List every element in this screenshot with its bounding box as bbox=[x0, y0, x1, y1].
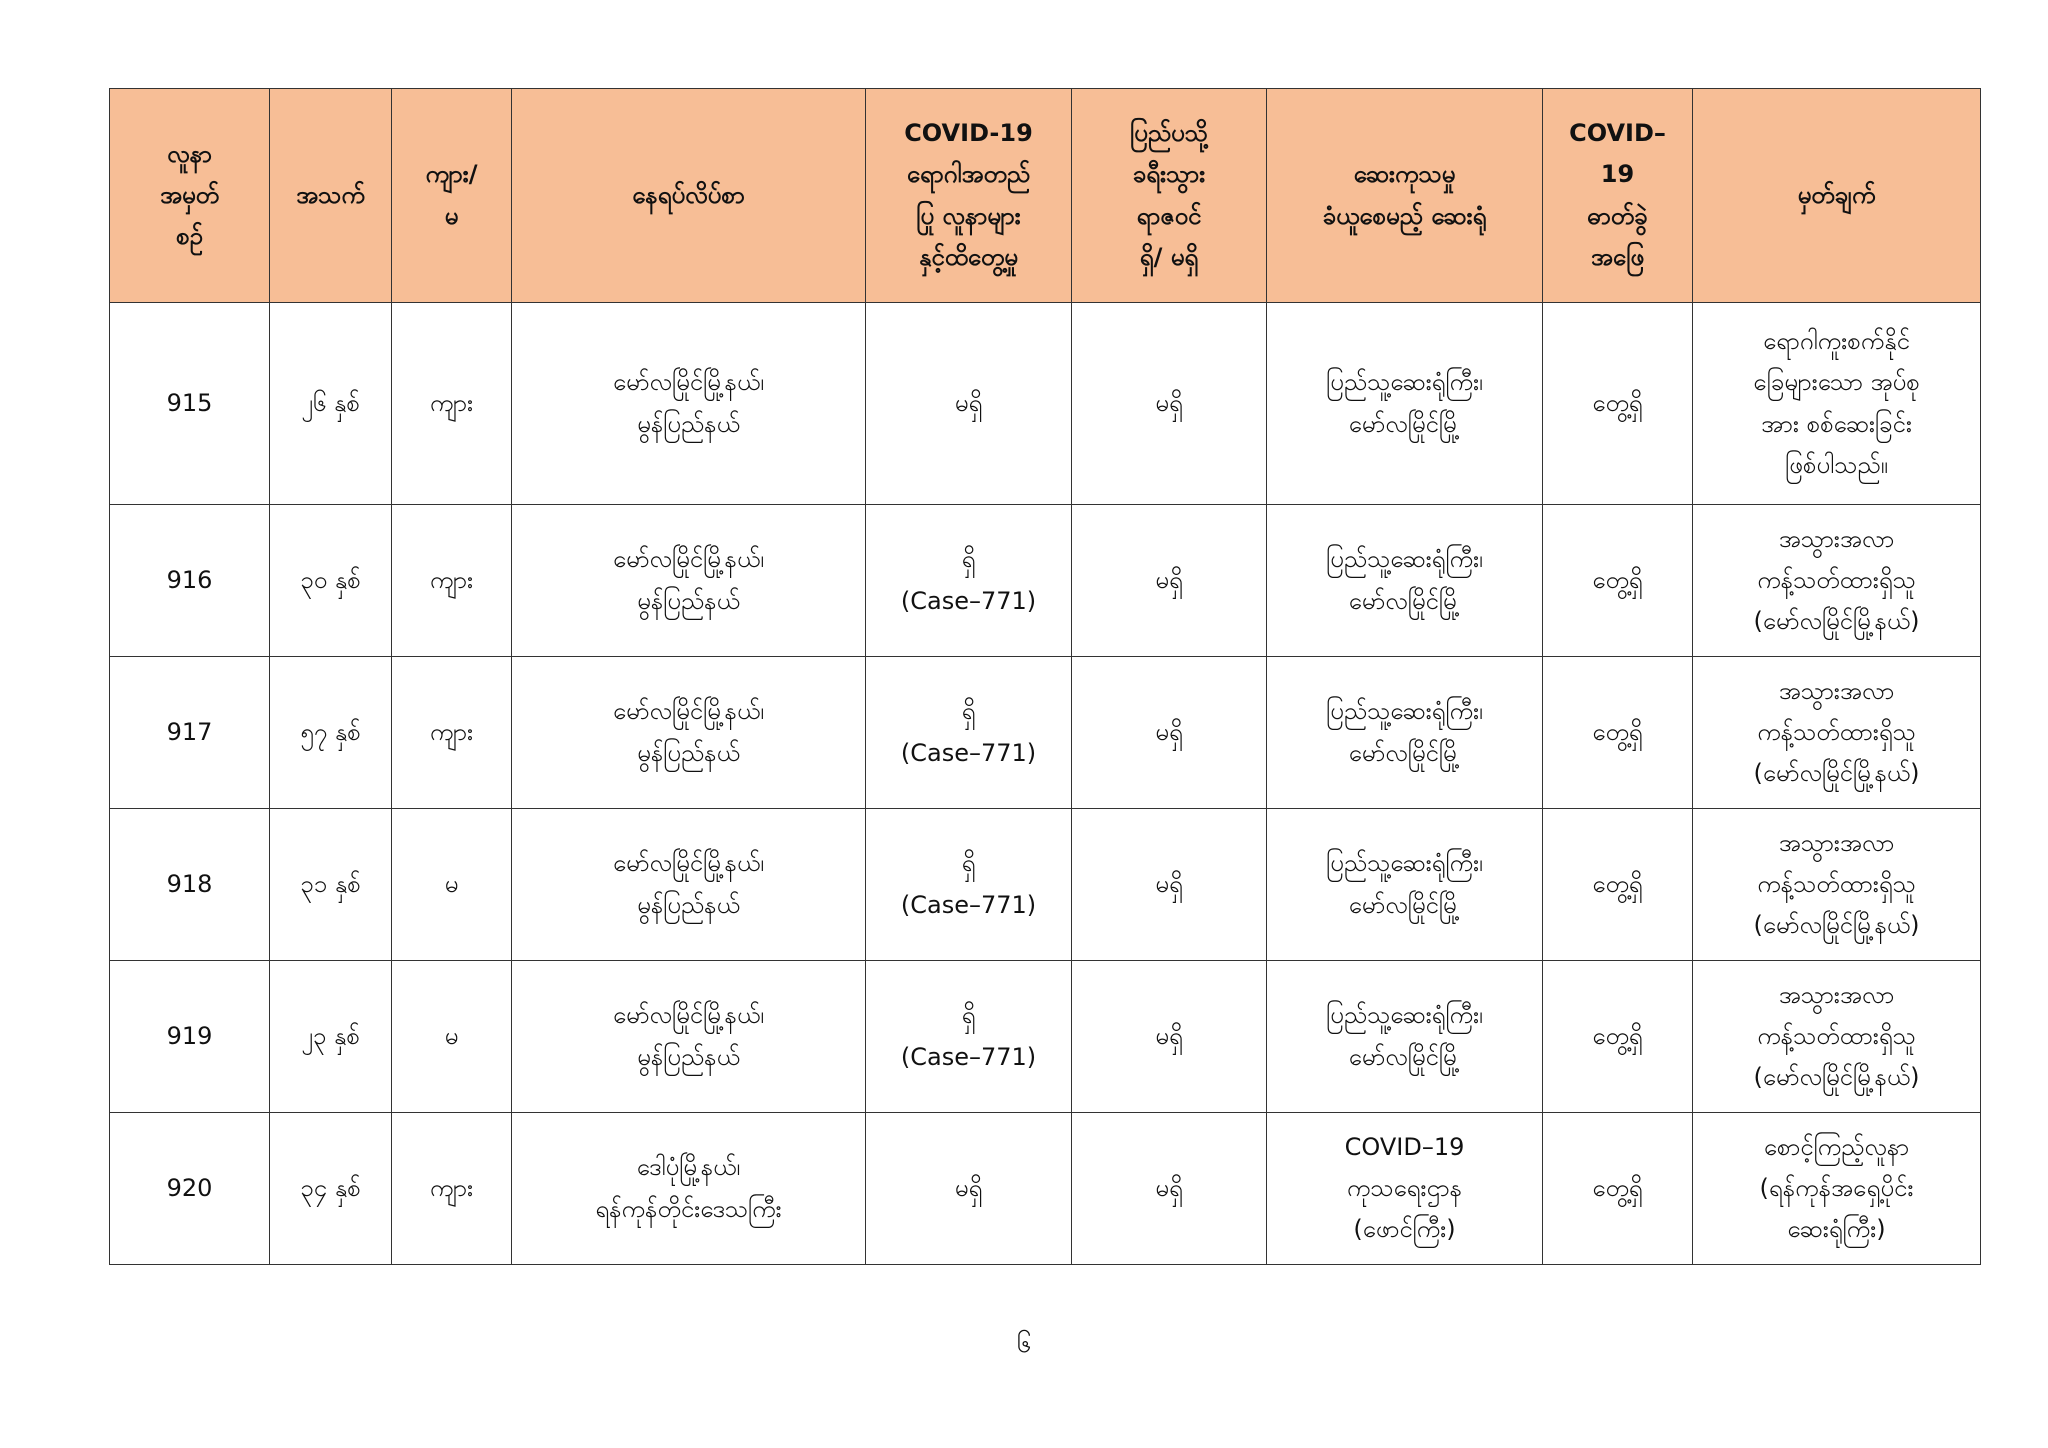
travel-cell bbox=[1072, 505, 1267, 657]
header-line: ရှိ/ မရှိ bbox=[1139, 242, 1199, 271]
cell-line: မရှိ bbox=[1155, 717, 1183, 746]
cell-line: ဒေါပုံမြို့နယ်၊ bbox=[636, 1153, 741, 1182]
header-age bbox=[270, 89, 392, 303]
header-remarks bbox=[1693, 89, 1981, 303]
cell-line: ၅၇ နှစ် bbox=[300, 717, 361, 746]
cell-line: မော်လမြိုင်မြို့နယ်၊ bbox=[612, 697, 765, 726]
age-cell bbox=[270, 1113, 392, 1265]
header-line: စဉ် bbox=[176, 222, 203, 251]
cell-line: 920 bbox=[166, 1173, 213, 1202]
cell-line: ကျား bbox=[429, 717, 474, 746]
table-row bbox=[110, 809, 1981, 961]
address-cell bbox=[512, 303, 866, 505]
header-line: နှင့်ထိတွေ့မှု bbox=[918, 242, 1019, 271]
age-cell bbox=[270, 505, 392, 657]
cell-line: (Case–771) bbox=[900, 1042, 1037, 1071]
sex-cell bbox=[392, 1113, 512, 1265]
patient-number-cell bbox=[110, 1113, 270, 1265]
cell-line: COVID–19 bbox=[1344, 1132, 1465, 1161]
header-line: အဖြေ bbox=[1590, 242, 1645, 271]
cell-line: မော်လမြိုင်မြို့နယ်၊ bbox=[612, 849, 765, 878]
hospital-cell bbox=[1267, 303, 1543, 505]
cell-line: ကန့်သတ်ထားရှိသူ bbox=[1757, 717, 1916, 746]
cell-line: တွေ့ရှိ bbox=[1592, 388, 1643, 417]
cell-line: မော်လမြိုင်မြို့ bbox=[1348, 890, 1461, 919]
header-lab-result bbox=[1543, 89, 1693, 303]
remarks-cell bbox=[1693, 657, 1981, 809]
header-treatment-hospital bbox=[1267, 89, 1543, 303]
contact-cell bbox=[866, 961, 1072, 1113]
patient-number-cell bbox=[110, 657, 270, 809]
header-line: COVID– bbox=[1569, 118, 1666, 147]
header-line: မှတ်ချက် bbox=[1797, 180, 1876, 209]
contact-cell bbox=[866, 505, 1072, 657]
cell-line: မွန်ပြည်နယ် bbox=[637, 738, 740, 767]
header-line: ခံယူစေမည့် ဆေးရုံ bbox=[1322, 201, 1487, 230]
header-line: ဓာတ်ခွဲ bbox=[1587, 201, 1648, 230]
cell-line: (မော်လမြိုင်မြို့နယ်) bbox=[1753, 607, 1920, 636]
header-line: COVID-19 bbox=[904, 118, 1033, 147]
lab-result-cell bbox=[1543, 961, 1693, 1113]
cell-line: မော်လမြိုင်မြို့နယ်၊ bbox=[612, 1001, 765, 1030]
lab-result-cell bbox=[1543, 1113, 1693, 1265]
cell-line: မရှိ bbox=[954, 1173, 983, 1202]
contact-cell bbox=[866, 657, 1072, 809]
hospital-cell bbox=[1267, 809, 1543, 961]
table-row bbox=[110, 1113, 1981, 1265]
lab-result-cell bbox=[1543, 657, 1693, 809]
cell-line: အသွားအလာ bbox=[1778, 828, 1895, 857]
covid-case-table bbox=[109, 88, 1981, 1265]
header-line: မ bbox=[444, 201, 459, 230]
cell-line: ပြည်သူ့ဆေးရုံကြီး၊ bbox=[1326, 368, 1483, 397]
header-line: 19 bbox=[1600, 160, 1635, 189]
cell-line: မော်လမြိုင်မြို့ bbox=[1348, 738, 1461, 767]
sex-cell bbox=[392, 961, 512, 1113]
sex-cell bbox=[392, 809, 512, 961]
age-cell bbox=[270, 657, 392, 809]
cell-line: မ bbox=[444, 869, 459, 898]
remarks-cell bbox=[1693, 303, 1981, 505]
cell-line: တွေ့ရှိ bbox=[1592, 1021, 1643, 1050]
table-row bbox=[110, 961, 1981, 1113]
cell-line: ရန်ကုန်တိုင်းဒေသကြီး bbox=[595, 1194, 782, 1223]
cell-line: တွေ့ရှိ bbox=[1592, 1173, 1643, 1202]
hospital-cell bbox=[1267, 961, 1543, 1113]
cell-line: ကျား bbox=[429, 565, 474, 594]
patient-number-cell bbox=[110, 809, 270, 961]
cell-line: ၂၃ နှစ် bbox=[301, 1021, 360, 1050]
cell-line: မွန်ပြည်နယ် bbox=[637, 1042, 740, 1071]
header-contact-with-confirmed bbox=[866, 89, 1072, 303]
hospital-cell bbox=[1267, 657, 1543, 809]
cell-line: မ bbox=[444, 1021, 459, 1050]
cell-line: (မော်လမြိုင်မြို့နယ်) bbox=[1753, 911, 1920, 940]
sex-cell bbox=[392, 303, 512, 505]
cell-line: မော်လမြိုင်မြို့နယ်၊ bbox=[612, 368, 765, 397]
patient-number-cell bbox=[110, 961, 270, 1113]
header-line: ခရီးသွား bbox=[1132, 160, 1206, 189]
travel-cell bbox=[1072, 961, 1267, 1113]
cell-line: (Case–771) bbox=[900, 586, 1037, 615]
cell-line: အသွားအလာ bbox=[1778, 980, 1895, 1009]
cell-line: မရှိ bbox=[1155, 1173, 1183, 1202]
header-line: လူနာ bbox=[167, 139, 212, 168]
cell-line: တွေ့ရှိ bbox=[1592, 717, 1643, 746]
header-line: ဆေးကုသမှု bbox=[1353, 160, 1456, 189]
age-cell bbox=[270, 809, 392, 961]
table-row bbox=[110, 505, 1981, 657]
header-travel-history bbox=[1072, 89, 1267, 303]
hospital-cell bbox=[1267, 505, 1543, 657]
cell-line: ဆေးရုံကြီး) bbox=[1787, 1215, 1886, 1244]
cell-line: ၃၁ နှစ် bbox=[300, 869, 361, 898]
header-line: ရာဇဝင် bbox=[1136, 201, 1202, 230]
table-body bbox=[110, 303, 1981, 1265]
cell-line: ရှိ bbox=[961, 545, 976, 574]
table-row bbox=[110, 303, 1981, 505]
travel-cell bbox=[1072, 1113, 1267, 1265]
page-number: ၆ bbox=[1016, 1329, 1032, 1359]
travel-cell bbox=[1072, 657, 1267, 809]
cell-line: ရှိ bbox=[961, 697, 976, 726]
cell-line: မော်လမြိုင်မြို့ bbox=[1348, 409, 1461, 438]
cell-line: 918 bbox=[166, 869, 213, 898]
cell-line: မော်လမြိုင်မြို့ bbox=[1348, 586, 1461, 615]
cell-line: ပြည်သူ့ဆေးရုံကြီး၊ bbox=[1326, 849, 1483, 878]
cell-line: ကန့်သတ်ထားရှိသူ bbox=[1757, 565, 1916, 594]
cell-line: (မော်လမြိုင်မြို့နယ်) bbox=[1753, 759, 1920, 788]
header-line: ကျား/ bbox=[425, 160, 478, 189]
cell-line: မရှိ bbox=[954, 388, 983, 417]
address-cell bbox=[512, 505, 866, 657]
cell-line: ရှိ bbox=[961, 1001, 976, 1030]
cell-line: 919 bbox=[166, 1021, 213, 1050]
cell-line: ကန့်သတ်ထားရှိသူ bbox=[1757, 1021, 1916, 1050]
age-cell bbox=[270, 303, 392, 505]
cell-line: မွန်ပြည်နယ် bbox=[637, 586, 740, 615]
header-row bbox=[110, 89, 1981, 303]
address-cell bbox=[512, 1113, 866, 1265]
cell-line: ကုသရေးဌာန bbox=[1346, 1173, 1463, 1202]
cell-line: (ဖောင်ကြီး) bbox=[1353, 1215, 1456, 1244]
cell-line: ကန့်သတ်ထားရှိသူ bbox=[1757, 869, 1916, 898]
contact-cell bbox=[866, 303, 1072, 505]
cell-line: (Case–771) bbox=[900, 890, 1037, 919]
cell-line: မော်လမြိုင်မြို့ bbox=[1348, 1042, 1461, 1071]
header-line: အမှတ် bbox=[159, 180, 220, 209]
remarks-cell bbox=[1693, 1113, 1981, 1265]
cell-line: မွန်ပြည်နယ် bbox=[637, 890, 740, 919]
contact-cell bbox=[866, 1113, 1072, 1265]
cell-line: ပြည်သူ့ဆေးရုံကြီး၊ bbox=[1326, 697, 1483, 726]
cell-line: ပြည်သူ့ဆေးရုံကြီး၊ bbox=[1326, 1001, 1483, 1030]
cell-line: အသွားအလာ bbox=[1778, 676, 1895, 705]
cell-line: တွေ့ရှိ bbox=[1592, 565, 1643, 594]
header-line: အသက် bbox=[296, 180, 365, 209]
cell-line: မရှိ bbox=[1155, 565, 1183, 594]
cell-line: ၃၄ နှစ် bbox=[300, 1173, 361, 1202]
cell-line: ဖြစ်ပါသည်။ bbox=[1785, 450, 1888, 479]
cell-line: မော်လမြိုင်မြို့နယ်၊ bbox=[612, 545, 765, 574]
cell-line: ကျား bbox=[429, 1173, 474, 1202]
cell-line: မရှိ bbox=[1155, 869, 1183, 898]
lab-result-cell bbox=[1543, 809, 1693, 961]
patient-number-cell bbox=[110, 505, 270, 657]
table-row bbox=[110, 657, 1981, 809]
cell-line: (ရန်ကုန်အရှေ့ပိုင်း bbox=[1759, 1173, 1914, 1202]
cell-line: (မော်လမြိုင်မြို့နယ်) bbox=[1753, 1063, 1920, 1092]
cell-line: 916 bbox=[166, 565, 213, 594]
cell-line: 917 bbox=[166, 717, 213, 746]
address-cell bbox=[512, 657, 866, 809]
travel-cell bbox=[1072, 303, 1267, 505]
header-line: နေရပ်လိပ်စာ bbox=[632, 180, 745, 209]
cell-line: ပြည်သူ့ဆေးရုံကြီး၊ bbox=[1326, 545, 1483, 574]
table-header bbox=[110, 89, 1981, 303]
header-sex bbox=[392, 89, 512, 303]
cell-line: အသွားအလာ bbox=[1778, 524, 1895, 553]
sex-cell bbox=[392, 505, 512, 657]
header-line: ရောဂါအတည် bbox=[906, 160, 1031, 189]
cell-line: တွေ့ရှိ bbox=[1592, 869, 1643, 898]
remarks-cell bbox=[1693, 809, 1981, 961]
cell-line: 915 bbox=[166, 388, 213, 417]
lab-result-cell bbox=[1543, 303, 1693, 505]
cell-line: မရှိ bbox=[1155, 1021, 1183, 1050]
address-cell bbox=[512, 961, 866, 1113]
cell-line: မရှိ bbox=[1155, 388, 1183, 417]
cell-line: မွန်ပြည်နယ် bbox=[637, 409, 740, 438]
cell-line: ရောဂါကူးစက်နိုင် bbox=[1763, 326, 1910, 355]
patient-number-cell bbox=[110, 303, 270, 505]
remarks-cell bbox=[1693, 961, 1981, 1113]
header-patient-number bbox=[110, 89, 270, 303]
sex-cell bbox=[392, 657, 512, 809]
cell-line: အား စစ်ဆေးခြင်း bbox=[1761, 409, 1912, 438]
travel-cell bbox=[1072, 809, 1267, 961]
cell-line: စောင့်ကြည့်လူနာ bbox=[1763, 1132, 1910, 1161]
header-line: ပြု လူနာများ bbox=[916, 201, 1021, 230]
cell-line: ၂၆ နှစ် bbox=[301, 388, 360, 417]
cell-line: ၃၀ နှစ် bbox=[300, 565, 361, 594]
cell-line: ကျား bbox=[429, 388, 474, 417]
cell-line: ခြေများသော အုပ်စု bbox=[1753, 368, 1920, 397]
hospital-cell bbox=[1267, 1113, 1543, 1265]
header-address bbox=[512, 89, 866, 303]
age-cell bbox=[270, 961, 392, 1113]
cell-line: ရှိ bbox=[961, 849, 976, 878]
contact-cell bbox=[866, 809, 1072, 961]
remarks-cell bbox=[1693, 505, 1981, 657]
address-cell bbox=[512, 809, 866, 961]
lab-result-cell bbox=[1543, 505, 1693, 657]
cell-line: (Case–771) bbox=[900, 738, 1037, 767]
header-line: ပြည်ပသို့ bbox=[1130, 118, 1208, 147]
